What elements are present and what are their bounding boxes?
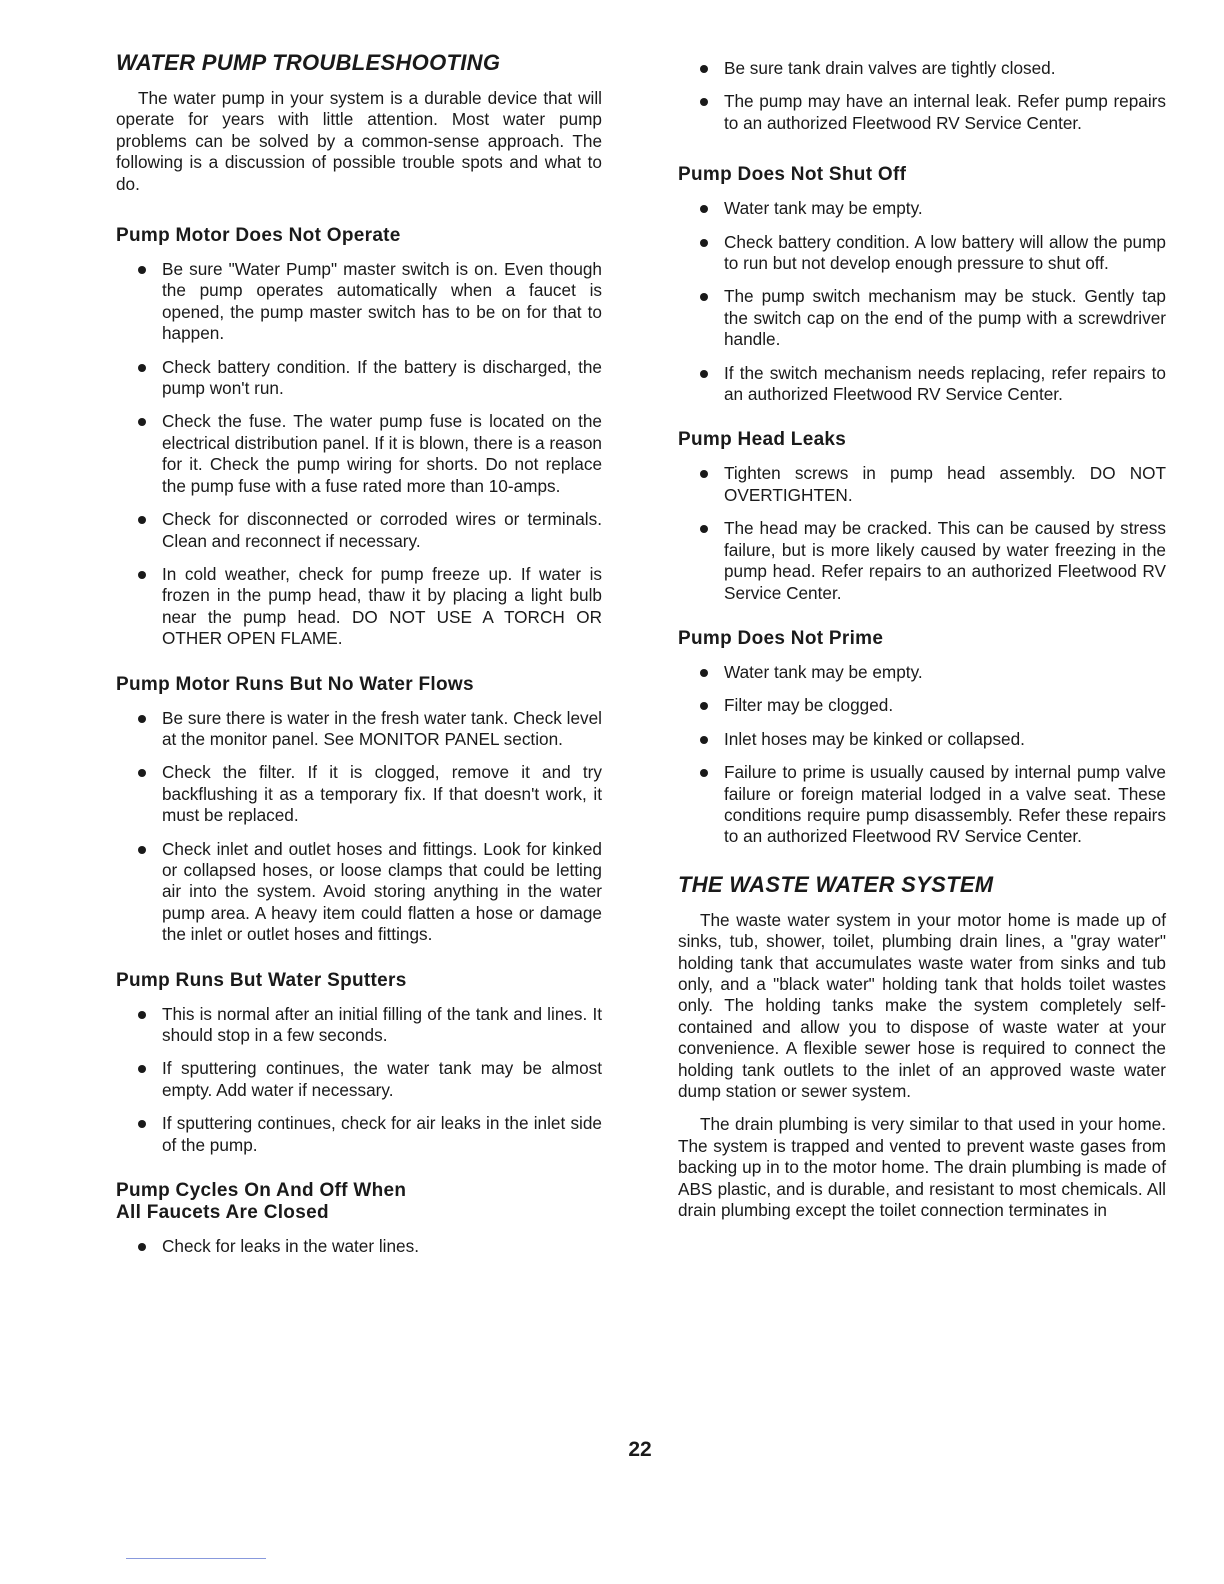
- list-item: Be sure "Water Pump" master switch is on. Even though the pump operates automatically when a faucet is opened, the pump master switch has to be on for that to happen.: [116, 259, 602, 345]
- list-item: Check for leaks in the water lines.: [116, 1236, 602, 1257]
- bullet-icon: [700, 293, 708, 301]
- bullet-icon: [700, 669, 708, 677]
- section-motor-runs-no-flow: [116, 674, 602, 946]
- bullet-icon: [138, 1065, 146, 1073]
- list-item: The pump may have an internal leak. Refer pump repairs to an authorized Fleetwood RV Service Center.: [678, 91, 1166, 134]
- bullet-icon: [138, 846, 146, 854]
- list-item: Check the filter. If it is clogged, remove it and try backflushing it as a temporary fix. If that doesn't work, it must be replaced.: [116, 762, 602, 826]
- bullet-list: [678, 58, 1166, 134]
- waste-paragraph: The drain plumbing is very similar to that used in your home. The system is trapped and vented to prevent waste gases from backing up in to the motor home. The drain plumbing is made of ABS plastic, and is durable, and resistant to most chemicals. All drain plumbing except the toilet connection terminates in: [678, 1114, 1166, 1221]
- section-head-leaks: [678, 429, 1166, 603]
- scan-edge-line: [126, 1558, 266, 1559]
- subsection-heading: Pump Does Not Shut Off: [678, 164, 907, 186]
- list-item: Check inlet and outlet hoses and fittings. Look for kinked or collapsed hoses, or loose clamps that could be letting air into the system. Avoid storing anything in the water pump area. A heavy item could flatten a hose or damage the inlet or outlet hoses and fittings.: [116, 839, 602, 946]
- section-does-not-prime: [678, 628, 1166, 848]
- bullet-icon: [138, 1243, 146, 1251]
- bullet-icon: [700, 736, 708, 744]
- list-item: Check battery condition. A low battery will allow the pump to run but not develop enough pressure to shut off.: [678, 232, 1166, 275]
- list-item: Water tank may be empty.: [678, 198, 1166, 219]
- list-item: Water tank may be empty.: [678, 662, 1166, 683]
- list-item: The pump switch mechanism may be stuck. Gently tap the switch cap on the end of the pump with a screwdriver handle.: [678, 286, 1166, 350]
- waste-paragraph: The waste water system in your motor home is made up of sinks, tub, shower, toilet, plumbing drain lines, a "gray water" holding tank that accumulates waste water from sinks and tub only, and a "black water" holding tank that holds toilet wastes only. The holding tanks make the system completely self-contained and allow you to dispose of waste water at your convenience. A flexible sewer hose is required to connect the holding tank outlets to the inlet of an approved waste water dump station or sewer system.: [678, 909, 1166, 1101]
- subsection-heading: Pump Runs But Water Sputters: [116, 969, 407, 991]
- bullet-icon: [138, 364, 146, 372]
- bullet-icon: [138, 266, 146, 274]
- bullet-icon: [700, 65, 708, 73]
- list-item: Filter may be clogged.: [678, 695, 1166, 716]
- bullet-icon: [138, 715, 146, 723]
- list-item: If the switch mechanism needs replacing, refer repairs to an authorized Fleetwood RV Service Center.: [678, 363, 1166, 406]
- bullet-icon: [138, 418, 146, 426]
- bullet-icon: [138, 1011, 146, 1019]
- list-item: Check battery condition. If the battery is discharged, the pump won't run.: [116, 357, 602, 400]
- list-item: Check the fuse. The water pump fuse is located on the electrical distribution panel. If it is blown, there is a reason for it. Check the pump wiring for shorts. Do not replace the pump fuse with a fuse rated more than 10-amps.: [116, 411, 602, 497]
- list-item: The head may be cracked. This can be caused by stress failure, but is more likely caused by water freezing in the pump head. Refer repairs to an authorized Fleetwood RV Service Center.: [678, 518, 1166, 604]
- section-motor-not-operate: [116, 225, 602, 650]
- bullet-list: [116, 1236, 602, 1257]
- right-column: [678, 58, 1166, 1233]
- intro-paragraph: The water pump in your system is a durable device that will operate for years with little attention. Most water pump problems can be solved by a common-sense approach. The following is a discussion of possible trouble spots and what to do.: [116, 88, 602, 194]
- bullet-icon: [700, 98, 708, 106]
- section-water-sputters: [116, 970, 602, 1156]
- bullet-icon: [700, 769, 708, 777]
- bullet-list: [678, 198, 1166, 405]
- bullet-icon: [700, 470, 708, 478]
- subsection-heading: Pump Head Leaks: [678, 429, 847, 451]
- water-pump-troubleshooting-title: WATER PUMP TROUBLESHOOTING: [116, 50, 501, 75]
- list-item: This is normal after an initial filling of the tank and lines. It should stop in a few seconds.: [116, 1004, 602, 1047]
- bullet-icon: [700, 205, 708, 213]
- left-column: [116, 50, 602, 1281]
- bullet-list: [116, 708, 602, 946]
- bullet-icon: [700, 239, 708, 247]
- list-item: Be sure tank drain valves are tightly closed.: [678, 58, 1166, 79]
- bullet-icon: [700, 702, 708, 710]
- bullet-icon: [700, 370, 708, 378]
- bullet-icon: [138, 571, 146, 579]
- section-does-not-shut-off: [678, 164, 1166, 405]
- bullet-icon: [138, 1120, 146, 1128]
- bullet-list: [678, 463, 1166, 603]
- list-item: In cold weather, check for pump freeze up. If water is frozen in the pump head, thaw it by placing a light bulb near the pump head. DO NOT USE A TORCH OR OTHER OPEN FLAME.: [116, 564, 602, 650]
- list-item: Inlet hoses may be kinked or collapsed.: [678, 729, 1166, 750]
- subsection-heading: Pump Motor Runs But No Water Flows: [116, 673, 474, 695]
- list-item: Tighten screws in pump head assembly. DO NOT OVERTIGHTEN.: [678, 463, 1166, 506]
- section-pump-cycles: [116, 1180, 602, 1257]
- list-item: If sputtering continues, the water tank may be almost empty. Add water if necessary.: [116, 1058, 602, 1101]
- list-item: If sputtering continues, check for air leaks in the inlet side of the pump.: [116, 1113, 602, 1156]
- bullet-icon: [138, 516, 146, 524]
- list-item: Failure to prime is usually caused by internal pump valve failure or foreign material lodged in a valve seat. These conditions require pump disassembly. Refer these repairs to an authorized Fleetwood RV Service Center.: [678, 762, 1166, 848]
- list-item: Check for disconnected or corroded wires or terminals. Clean and reconnect if necessary.: [116, 509, 602, 552]
- subsection-heading: Pump Does Not Prime: [678, 627, 884, 649]
- bullet-list: [116, 259, 602, 650]
- bullet-list: [116, 1004, 602, 1156]
- subsection-heading: Pump Motor Does Not Operate: [116, 225, 401, 247]
- list-item: Be sure there is water in the fresh water tank. Check level at the monitor panel. See MONITOR PANEL section.: [116, 708, 602, 751]
- waste-water-system-title: THE WASTE WATER SYSTEM: [678, 871, 994, 897]
- bullet-icon: [138, 769, 146, 777]
- bullet-list: [678, 662, 1166, 848]
- subsection-heading: Pump Cycles On And Off When All Faucets Are Closed: [116, 1180, 407, 1224]
- page-number: 22: [628, 1438, 652, 1461]
- bullet-icon: [700, 525, 708, 533]
